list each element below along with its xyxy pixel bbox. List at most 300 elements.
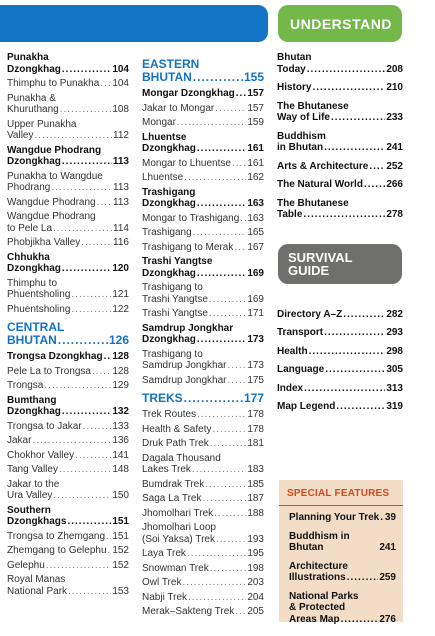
toc-entry-title: Valley bbox=[7, 130, 34, 141]
toc-entry bbox=[142, 424, 264, 436]
page-number: 203 bbox=[247, 577, 264, 588]
leader-dots bbox=[324, 142, 385, 154]
page-number: 165 bbox=[247, 227, 264, 238]
leader-dots bbox=[59, 464, 111, 476]
leader-dots bbox=[62, 156, 112, 168]
toc-entry bbox=[142, 213, 264, 225]
toc-entry-title: Planning Your Trek bbox=[289, 512, 380, 523]
toc-entry bbox=[142, 227, 264, 239]
toc-entry-title: Lakes Trek bbox=[142, 464, 191, 475]
toc-entry-title: Buddhism in Bhutan bbox=[289, 530, 350, 553]
leader-dots bbox=[177, 117, 246, 129]
leader-dots bbox=[197, 334, 246, 346]
toc-entry-title: Owl Trek bbox=[142, 577, 182, 588]
toc-entry-title: Trashi Yangtse bbox=[142, 293, 208, 305]
page-number: 173 bbox=[247, 334, 264, 345]
page-number: 204 bbox=[247, 591, 264, 603]
page-number: 161 bbox=[247, 157, 264, 169]
toc-entry-title: Merak–Sakteng Trek bbox=[142, 606, 235, 617]
toc-entry bbox=[277, 309, 403, 321]
toc-entry-title: Jakar bbox=[7, 435, 32, 446]
toc-entry bbox=[7, 278, 129, 301]
special-features-title: SPECIAL FEATURES bbox=[287, 488, 390, 499]
page-number: 39 bbox=[384, 512, 396, 523]
leader-dots bbox=[92, 366, 111, 378]
leader-dots bbox=[184, 392, 243, 405]
toc-entry-title: Today bbox=[277, 63, 306, 75]
page-number: 133 bbox=[112, 420, 129, 432]
leader-dots bbox=[347, 572, 379, 584]
page-number: 282 bbox=[386, 308, 403, 320]
toc-entry bbox=[277, 346, 403, 358]
page-number: 185 bbox=[247, 478, 264, 490]
leader-dots bbox=[240, 213, 246, 225]
toc-entry bbox=[142, 606, 264, 618]
leader-dots bbox=[46, 560, 112, 572]
toc-entry-title: Samdrup Jongkhar bbox=[142, 374, 227, 386]
leader-dots bbox=[197, 143, 246, 155]
toc-entry-title: Saga La Trek bbox=[142, 493, 202, 504]
page-number: 152 bbox=[112, 559, 129, 571]
page-number: 233 bbox=[386, 112, 403, 123]
toc-entry-title: Jakar to Mongar bbox=[142, 102, 215, 114]
toc-entry bbox=[7, 304, 129, 316]
toc-entry-title: Arts & Architecture bbox=[277, 160, 369, 172]
leader-dots bbox=[232, 158, 246, 170]
toc-entry bbox=[7, 145, 129, 168]
toc-entry bbox=[7, 52, 129, 75]
page-number: 141 bbox=[112, 449, 129, 461]
page-number: 136 bbox=[112, 435, 129, 446]
toc-entry bbox=[142, 308, 264, 320]
page-number: 151 bbox=[112, 516, 129, 527]
toc-entry-title: Thimphu to Punakha bbox=[7, 78, 100, 89]
leader-dots bbox=[364, 179, 385, 191]
toc-entry-title: Punakha bbox=[7, 52, 49, 63]
toc-entry-title: National Parks bbox=[289, 590, 359, 602]
leader-dots bbox=[214, 508, 246, 520]
toc-entry-title: Mongar bbox=[142, 117, 176, 128]
toc-entry bbox=[142, 548, 264, 560]
toc-entry-title: Snowman Trek bbox=[142, 562, 209, 574]
toc-entry-title: Bhutan bbox=[277, 52, 312, 63]
toc-entry-title: Trongsa to Zhemgang bbox=[7, 530, 106, 542]
toc-entry-title: Bumdrak Trek bbox=[142, 478, 205, 490]
toc-entry bbox=[7, 395, 129, 418]
toc-entry-title: Dzongkhag bbox=[142, 198, 196, 209]
toc-entry-title: Lhuentse bbox=[142, 172, 184, 183]
page-number: 159 bbox=[247, 117, 264, 128]
toc-entry-title: Laya Trek bbox=[142, 548, 186, 559]
toc-entry-title: Transport bbox=[277, 327, 324, 338]
toc-entry-title: Punakha & bbox=[7, 92, 56, 104]
leader-dots bbox=[62, 64, 111, 76]
page-number: 198 bbox=[247, 562, 264, 574]
toc-entry-title: Thimphu to bbox=[7, 277, 58, 289]
page-number: 169 bbox=[247, 267, 264, 279]
leader-dots bbox=[336, 401, 385, 413]
toc-entry bbox=[142, 349, 264, 372]
leader-dots bbox=[312, 82, 385, 94]
page-number: 163 bbox=[247, 212, 264, 224]
page-number: 205 bbox=[247, 606, 264, 617]
toc-entry-title: to Pele La bbox=[7, 222, 53, 234]
toc-entry-title: Mongar to Trashigang bbox=[142, 212, 240, 224]
toc-entry-title: Jhomolhari Loop bbox=[142, 522, 216, 533]
leader-dots bbox=[307, 64, 386, 76]
page-number: 104 bbox=[112, 63, 129, 75]
leader-dots bbox=[106, 531, 111, 543]
toc-entry bbox=[277, 383, 403, 395]
toc-entry-title: Ura Valley bbox=[7, 490, 53, 501]
toc-entry bbox=[142, 103, 264, 115]
toc-entry-title: Trashigang bbox=[142, 227, 192, 238]
toc-entry bbox=[7, 237, 129, 249]
toc-entry-title: Trashigang bbox=[142, 186, 196, 198]
leader-dots bbox=[228, 375, 247, 387]
leader-dots bbox=[212, 424, 246, 436]
page-number: 152 bbox=[112, 545, 129, 556]
toc-entry-title: Dzongkhag bbox=[142, 334, 196, 345]
leader-dots bbox=[108, 545, 112, 557]
toc-entry-title: Trashigang to Merak bbox=[142, 241, 234, 253]
leader-dots bbox=[71, 289, 111, 301]
toc-entry-title: Illustrations bbox=[289, 572, 346, 583]
page-number: 157 bbox=[247, 88, 264, 99]
leader-dots bbox=[205, 479, 246, 491]
page-number: 108 bbox=[112, 104, 129, 115]
toc-entry bbox=[7, 197, 129, 209]
leader-dots bbox=[35, 130, 113, 142]
toc-entry-title: Dzongkhag bbox=[7, 156, 61, 167]
survival-guide-header-label: SURVIVAL GUIDE bbox=[288, 250, 353, 278]
page-number: 193 bbox=[247, 533, 264, 545]
leader-dots bbox=[71, 304, 111, 316]
page-number: 319 bbox=[386, 401, 403, 412]
leader-dots bbox=[215, 103, 246, 115]
toc-entry bbox=[142, 522, 264, 545]
toc-entry bbox=[277, 327, 403, 339]
toc-entry bbox=[7, 531, 129, 543]
page-number: 162 bbox=[247, 172, 264, 183]
toc-entry bbox=[7, 171, 129, 194]
toc-entry bbox=[7, 545, 129, 557]
page-number: 252 bbox=[386, 160, 403, 172]
leader-dots bbox=[309, 346, 386, 358]
toc-entry bbox=[7, 252, 129, 275]
leader-dots bbox=[104, 351, 112, 363]
toc-entry bbox=[7, 421, 129, 433]
toc-entry-title: Dzongkhag bbox=[7, 263, 61, 274]
toc-entry-title: Trashigang to bbox=[142, 282, 203, 293]
section-heading bbox=[142, 58, 264, 84]
leader-dots bbox=[97, 197, 112, 209]
page-number: 150 bbox=[112, 490, 129, 501]
leader-dots bbox=[304, 383, 385, 395]
page-number: 126 bbox=[108, 333, 129, 347]
toc-entry-title: Trongsa bbox=[7, 380, 44, 391]
leader-dots bbox=[228, 360, 247, 372]
toc-entry bbox=[142, 409, 264, 421]
page-number: 293 bbox=[386, 327, 403, 338]
toc-entry bbox=[7, 93, 129, 116]
leader-dots bbox=[193, 227, 247, 239]
toc-entry bbox=[7, 574, 129, 597]
toc-entry-title: Khuruthang bbox=[7, 104, 59, 115]
toc-entry bbox=[277, 198, 403, 221]
page-number: 241 bbox=[386, 142, 403, 153]
page-number: 178 bbox=[247, 423, 264, 435]
toc-entry-title: Samdrup Jongkhar bbox=[142, 322, 234, 334]
page-number: 116 bbox=[113, 237, 129, 248]
page-number: 155 bbox=[243, 70, 264, 84]
section-heading bbox=[142, 392, 264, 405]
toc-entry-title: Dzongkhag bbox=[142, 267, 196, 279]
toc-entry-title: Language bbox=[277, 364, 325, 375]
leader-dots bbox=[210, 438, 247, 450]
toc-entry-title: Buddhism bbox=[277, 130, 326, 142]
toc-entry-title: Health & Safety bbox=[142, 423, 212, 435]
toc-entry-title: Phuentsholing bbox=[7, 303, 71, 315]
leader-dots bbox=[216, 534, 246, 546]
page-number: 167 bbox=[247, 241, 264, 253]
toc-entry bbox=[7, 435, 129, 447]
toc-entry bbox=[7, 351, 129, 363]
toc-entry-title: Chhukha bbox=[7, 251, 50, 263]
toc-entry bbox=[289, 531, 396, 554]
leader-dots bbox=[75, 450, 111, 462]
leader-dots bbox=[202, 493, 246, 505]
toc-entry-title: TREKS bbox=[142, 391, 183, 405]
toc-entry-title: Wangdue Phodrang bbox=[7, 144, 102, 156]
toc-entry-title: Southern bbox=[7, 504, 51, 516]
page-number: 129 bbox=[112, 380, 129, 391]
toc-entry bbox=[289, 512, 396, 524]
understand-list bbox=[277, 52, 403, 221]
page-number: 181 bbox=[247, 438, 264, 449]
leader-dots bbox=[197, 409, 246, 421]
leader-dots bbox=[51, 182, 112, 194]
special-features-list bbox=[279, 512, 403, 625]
toc-entry-title: BHUTAN bbox=[7, 333, 57, 347]
toc-entry bbox=[277, 82, 403, 94]
toc-entry bbox=[277, 364, 403, 376]
toc-entry-title: Zhemgang to Gelephu bbox=[7, 545, 107, 556]
leader-dots bbox=[325, 364, 385, 376]
toc-entry-title: Mongar Dzongkhag bbox=[142, 88, 235, 99]
page-number: 148 bbox=[112, 464, 129, 475]
page-number: 195 bbox=[247, 548, 264, 559]
toc-entry-title: CENTRAL bbox=[7, 320, 65, 334]
page-number: 169 bbox=[247, 293, 264, 305]
toc-entry-title: Trashi Yangtse bbox=[142, 308, 208, 319]
page-number: 114 bbox=[113, 222, 129, 234]
special-features-divider bbox=[279, 505, 403, 506]
leader-dots bbox=[303, 209, 385, 221]
leader-dots bbox=[62, 263, 111, 275]
toc-entry-title: Areas Map bbox=[289, 613, 340, 625]
leader-dots bbox=[188, 592, 246, 604]
toc-entry bbox=[142, 132, 264, 155]
page-number: 183 bbox=[247, 464, 264, 475]
toc-entry-title: Trashigang to bbox=[142, 348, 203, 360]
page-number: 187 bbox=[247, 493, 264, 504]
understand-header bbox=[278, 5, 402, 42]
toc-entry-title: Bumthang bbox=[7, 394, 57, 406]
toc-entry-title: Mongar to Lhuentse bbox=[142, 157, 231, 169]
leader-dots bbox=[209, 308, 246, 320]
toc-entry-title: Trongsa Dzongkhag bbox=[7, 351, 103, 362]
toc-entry-title: Phuentsholing bbox=[7, 289, 71, 300]
toc-entry-title: Gelephu bbox=[7, 559, 45, 571]
toc-entry bbox=[277, 52, 403, 75]
leader-dots bbox=[187, 548, 246, 560]
toc-entry bbox=[7, 211, 129, 234]
toc-column-2 bbox=[142, 52, 264, 621]
page-number: 177 bbox=[243, 391, 264, 405]
toc-entry-title: Table bbox=[277, 209, 303, 220]
toc-column-1 bbox=[7, 52, 129, 600]
toc-column-3 bbox=[277, 52, 403, 420]
toc-entry-title: Trongsa to Jakar bbox=[7, 420, 82, 432]
page-number: 153 bbox=[112, 585, 129, 597]
page-number: 157 bbox=[247, 102, 264, 114]
toc-entry-title: National Park bbox=[7, 585, 68, 597]
toc-entry bbox=[7, 560, 129, 572]
leader-dots bbox=[62, 406, 111, 418]
toc-entry-title: Trashi Yangtse bbox=[142, 256, 213, 267]
page-number: 128 bbox=[112, 365, 129, 377]
toc-entry-title: Architecture bbox=[289, 560, 348, 572]
page-number: 278 bbox=[386, 209, 403, 220]
toc-entry bbox=[142, 323, 264, 346]
toc-entry-title: Dagala Thousand bbox=[142, 452, 221, 464]
toc-entry bbox=[7, 380, 129, 392]
toc-entry bbox=[7, 119, 129, 142]
leader-dots bbox=[324, 327, 385, 339]
toc-entry bbox=[142, 479, 264, 491]
page-number: 298 bbox=[386, 345, 403, 357]
toc-entry bbox=[142, 563, 264, 575]
toc-entry-title: in Bhutan bbox=[277, 142, 324, 153]
leader-dots bbox=[380, 512, 384, 524]
page-number: 161 bbox=[247, 143, 264, 154]
toc-entry bbox=[142, 88, 264, 100]
page-number: 175 bbox=[247, 374, 264, 386]
toc-entry-title: & Protected bbox=[289, 602, 346, 613]
leader-dots bbox=[81, 237, 112, 249]
leader-dots bbox=[67, 516, 111, 528]
toc-entry bbox=[142, 172, 264, 184]
leader-dots bbox=[197, 198, 246, 210]
special-features-box bbox=[279, 480, 403, 625]
page-number: 113 bbox=[112, 156, 129, 167]
toc-entry-title: Punakha to Wangdue bbox=[7, 170, 103, 182]
leader-dots bbox=[182, 577, 246, 589]
toc-entry-title: Wangdue Phodrang bbox=[7, 211, 96, 222]
page-number: 178 bbox=[247, 409, 264, 420]
toc-entry-title: Lhuentse bbox=[142, 131, 187, 143]
page-number: 113 bbox=[113, 196, 129, 208]
toc-entry bbox=[289, 591, 396, 626]
toc-entry-title: The Bhutanese bbox=[277, 197, 349, 209]
toc-entry-title: Chokhor Valley bbox=[7, 449, 75, 461]
toc-entry bbox=[7, 479, 129, 502]
toc-entry-title: Jhomolhari Trek bbox=[142, 507, 214, 519]
toc-entry bbox=[7, 464, 129, 476]
page-number: 208 bbox=[386, 63, 403, 75]
toc-entry-title: Samdrup Jongkhar bbox=[142, 360, 227, 371]
toc-entry-title: Health bbox=[277, 345, 308, 357]
toc-entry bbox=[142, 493, 264, 505]
page-number: 120 bbox=[112, 263, 129, 274]
toc-entry bbox=[277, 401, 403, 413]
leader-dots bbox=[184, 172, 246, 184]
toc-entry-title: Dzongkhag bbox=[7, 63, 61, 75]
page-number: 276 bbox=[379, 613, 396, 625]
leader-dots bbox=[83, 421, 112, 433]
page-number: 151 bbox=[112, 530, 129, 542]
leader-dots bbox=[32, 435, 111, 447]
toc-entry-title: Index bbox=[277, 382, 304, 394]
page-number: 259 bbox=[379, 572, 396, 583]
page-number: 104 bbox=[112, 78, 129, 89]
page-number: 121 bbox=[112, 289, 129, 300]
page-number: 266 bbox=[386, 179, 403, 190]
leader-dots bbox=[234, 242, 246, 254]
toc-entry bbox=[277, 179, 403, 191]
toc-entry-title: Upper Punakha bbox=[7, 118, 77, 130]
toc-entry-title: Dzongkhag bbox=[7, 406, 61, 417]
leader-dots bbox=[331, 112, 385, 124]
leader-dots bbox=[209, 294, 246, 306]
survival-list bbox=[277, 309, 403, 413]
toc-entry-title: (Soi Yaksa) Trek bbox=[142, 533, 215, 545]
leader-dots bbox=[53, 490, 111, 502]
toc-entry bbox=[142, 508, 264, 520]
toc-entry-title: Phobjikha Valley bbox=[7, 237, 81, 248]
leader-dots bbox=[193, 71, 243, 84]
leader-dots bbox=[58, 334, 108, 347]
toc-entry-title: Wangdue Phodrang bbox=[7, 196, 96, 208]
toc-entry-title: Pele La to Trongsa bbox=[7, 365, 91, 377]
toc-entry bbox=[142, 375, 264, 387]
toc-entry-title: Way of Life bbox=[277, 112, 330, 123]
toc-entry-title: Map Legend bbox=[277, 401, 336, 412]
toc-entry bbox=[277, 161, 403, 173]
page-number: 188 bbox=[247, 507, 264, 519]
toc-entry bbox=[7, 78, 129, 90]
toc-entry bbox=[7, 505, 129, 528]
page-number: 171 bbox=[247, 308, 264, 319]
toc-entry-title: Royal Manas bbox=[7, 574, 66, 585]
page-number: 113 bbox=[113, 182, 129, 193]
page-number: 305 bbox=[386, 364, 403, 375]
toc-entry bbox=[142, 158, 264, 170]
toc-entry bbox=[142, 117, 264, 129]
toc-entry bbox=[142, 453, 264, 476]
leader-dots bbox=[68, 586, 111, 598]
toc-entry bbox=[289, 561, 396, 584]
leader-dots bbox=[60, 104, 112, 116]
leader-dots bbox=[236, 88, 247, 100]
toc-entry bbox=[142, 242, 264, 254]
leader-dots bbox=[341, 614, 379, 626]
leader-dots bbox=[53, 223, 112, 235]
leader-dots bbox=[100, 78, 111, 90]
page-number: 173 bbox=[247, 360, 264, 371]
toc-entry-title: Dzongkhags bbox=[7, 516, 67, 527]
